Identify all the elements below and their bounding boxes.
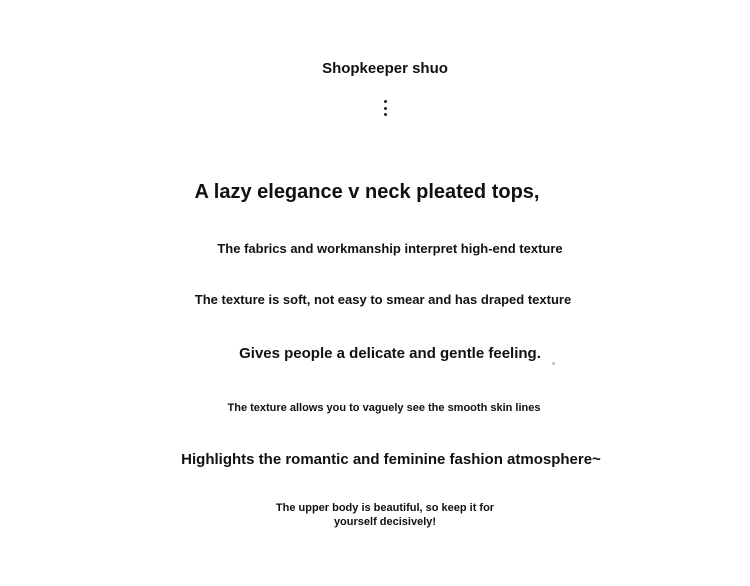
description-line: Gives people a delicate and gentle feeling. [239,345,541,362]
description-line: The upper body is beautiful, so keep it for yourself decisively! [275,502,495,528]
description-line: The fabrics and workmanship interpret high-end texture [217,241,563,256]
dot [384,113,387,116]
decorative-dot [552,362,555,365]
vertical-ellipsis-icon[interactable] [383,100,387,116]
description-line: Highlights the romantic and feminine fashion atmosphere~ [181,451,601,468]
dot [384,100,387,103]
dot [384,107,387,110]
page-heading: Shopkeeper shuo [322,60,448,77]
description-line: The texture allows you to vaguely see the smooth skin lines [227,402,541,414]
description-line: The texture is soft, not easy to smear and has draped texture [194,292,572,307]
description-line: A lazy elegance v neck pleated tops, [194,181,540,203]
